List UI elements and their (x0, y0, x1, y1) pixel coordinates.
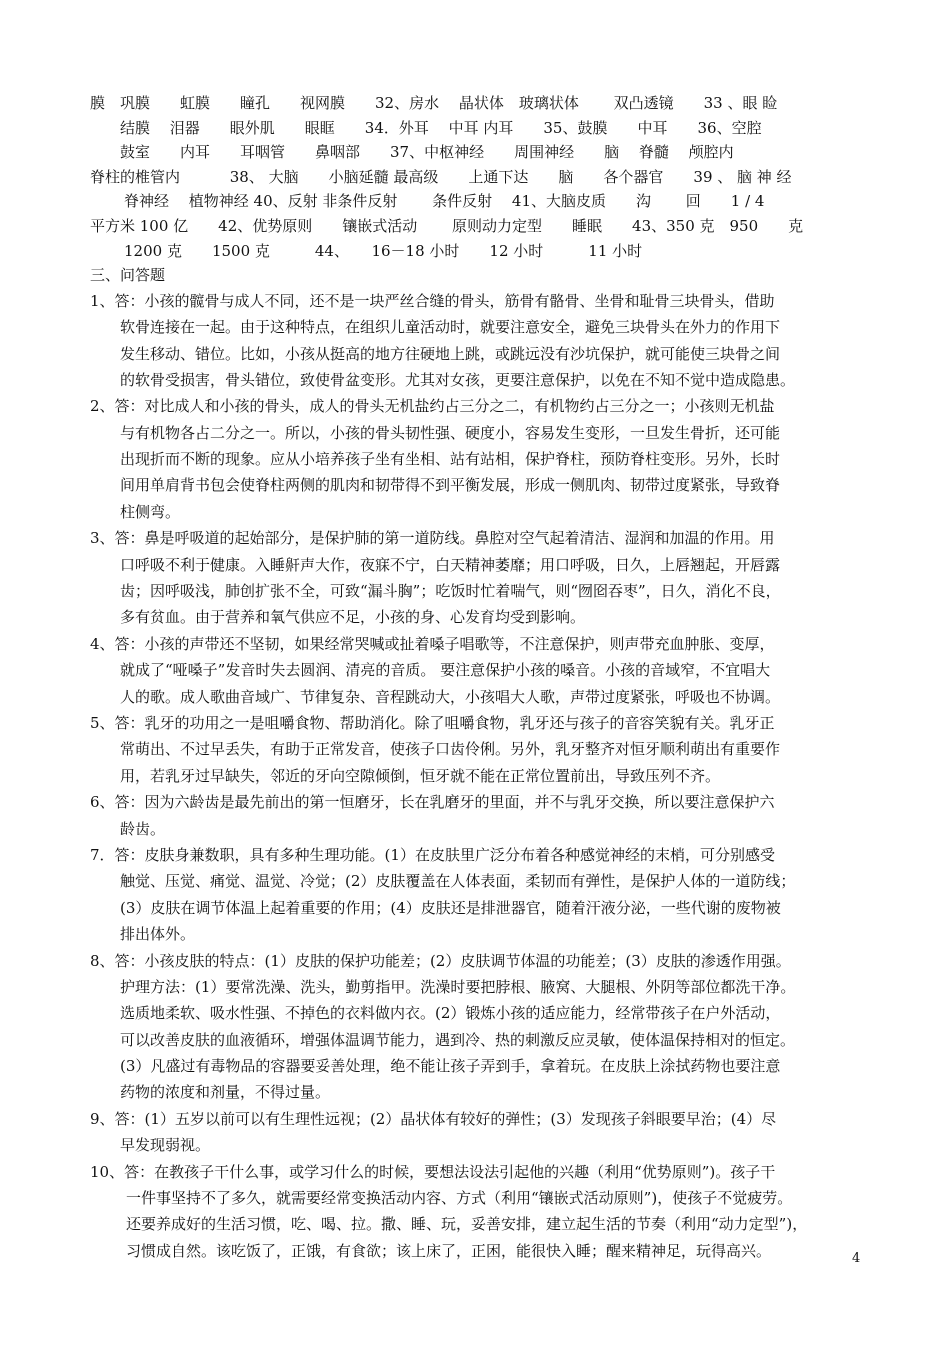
fill-answer-line: 脊神经 植物神经 40、反射 非条件反射 条件反射 41、大脑皮质 沟 回 1 / 4 (124, 192, 765, 211)
qa-list (90, 288, 870, 1264)
answer-first-line: 10、答：在教孩子干什么事，或学习什么的时候，要想法设法引起他的兴趣（利用“优势原则”)。孩子干 (90, 1162, 776, 1181)
fill-answer-line: 结膜 泪器 眼外肌 眼眶 34．外耳 中耳 内耳 35、鼓膜 中耳 36、空腔 (120, 118, 762, 137)
answer-continuation-line: 早发现弱视。 (120, 1136, 211, 1155)
fill-answer-line: 平方米 100 亿 42、优势原则 镶嵌式活动 原则动力定型 睡眠 43、350 克 950 克 (90, 216, 804, 235)
fill-answer-line: 1200 克 1500 克 44、 16－18 小时 12 小时 11 小时 (124, 241, 643, 260)
answer-continuation-line: 可以改善皮肤的血液循环，增强体温调节能力，遇到冷、热的刺激反应灵敏，使体温保持相对的恒定。 (120, 1030, 796, 1049)
answer-continuation-line: 出现折而不断的现象。应从小培养孩子坐有坐相、站有站相，保护脊柱，预防脊柱变形。另外，长时 (120, 450, 781, 469)
answer-continuation-line: 多有贫血。由于营养和氧气供应不足，小孩的身、心发育均受到影响。 (120, 608, 586, 627)
section-heading: 三、问答题 (90, 266, 166, 285)
answer-item (90, 842, 870, 948)
answer-continuation-line: 常萌出、不过早丢失，有助于正常发音，使孩子口齿伶俐。另外，乳牙整齐对恒牙顺利萌出有重要作 (120, 740, 781, 759)
answer-continuation-line: 用，若乳牙过早缺失，邻近的牙向空隙倾倒，恒牙就不能在正常位置前出，导致压列不齐。 (120, 766, 721, 785)
fill-answer-line: 膜 巩膜 虹膜 瞳孔 视网膜 32、房水 晶状体 玻璃状体 双凸透镜 33 、眼 睑 (90, 94, 778, 112)
answer-first-line: 9、答：(1）五岁以前可以有生理性远视；(2）晶状体有较好的弹性；(3）发现孩子斜眼要早治；(4）尽 (90, 1109, 777, 1128)
answer-first-line: 1、答：小孩的髋骨与成人不同，还不是一块严丝合缝的骨头，筋骨有骼骨、坐骨和耻骨三块骨头，借助 (90, 291, 775, 310)
answer-item (90, 710, 870, 789)
fill-in-answers (90, 91, 870, 263)
answer-continuation-line: 选质地柔软、吸水性强、不掉色的衣料做内衣。(2）锻炼小孩的适应能力，经常带孩子在户外活动， (120, 1004, 781, 1023)
answer-item (90, 1106, 870, 1159)
answer-first-line: 8、答：小孩皮肤的特点：(1）皮肤的保护功能差；(2）皮肤调节体温的功能差；(3）皮肤的渗透作用强。 (90, 951, 791, 970)
page-number: 4 (852, 1251, 861, 1266)
answer-item (90, 948, 870, 1106)
answer-item (90, 631, 870, 710)
answer-continuation-line: 还要养成好的生活习惯，吃、喝、拉。撒、睡、玩，妥善安排，建立起生活的节奏（利用“动力定型”)， (126, 1215, 808, 1234)
answer-continuation-line: 的软骨受损害，骨头错位，致使骨盆变形。尤其对女孩，更要注意保护，以免在不知不觉中造成隐患。 (120, 370, 796, 389)
fill-answer-line: 鼓室 内耳 耳咽管 鼻咽部 37、中枢神经 周围神经 脑 脊髓 颅腔内 (120, 143, 734, 162)
answer-continuation-line: 发生移动、错位。比如，小孩从挺高的地方往硬地上跳，或跳远没有沙坑保护，就可能使三块骨之间 (120, 344, 781, 363)
answer-continuation-line: 龄齿。 (120, 819, 166, 838)
answer-first-line: 2、答：对比成人和小孩的骨头，成人的骨头无机盐约占三分之二，有机物约占三分之一；小孩则无机盐 (90, 397, 775, 416)
answer-continuation-line: 口呼吸不利于健康。入睡鼾声大作，夜寐不宁，白天精神萎靡；用口呼吸，日久，上唇翘起，开唇露 (120, 555, 781, 574)
answer-continuation-line: 齿；因呼吸浅，肺创扩张不全，可致“漏斗胸”；吃饭时忙着喘气，则“囫囵吞枣”，日久，消化不良， (120, 582, 781, 601)
fill-answer-line: 脊柱的椎管内 38、 大脑 小脑延髓 最高级 上通下达 脑 各个器官 39 、 脑 神 经 (90, 167, 792, 186)
answer-continuation-line: 就成了“哑嗓子”发音时失去圆润、清亮的音质。 要注意保护小孩的嗓音。小孩的音域窄，不宜唱大 (120, 661, 771, 680)
answer-continuation-line: 人的歌。成人歌曲音域广、节律复杂、音程跳动大，小孩唱大人歌，声带过度紧张，呼吸也不协调。 (120, 687, 781, 706)
answer-item (90, 1159, 870, 1265)
answer-continuation-line: 软骨连接在一起。由于这种特点，在组织儿童活动时，就要注意安全，避免三块骨头在外力的作用下 (120, 318, 781, 337)
answer-first-line: 3、答：鼻是呼吸道的起始部分，是保护肺的第一道防线。鼻腔对空气起着清洁、湿润和加温的作用。用 (90, 529, 775, 548)
answer-continuation-line: 护理方法：(1）要常洗澡、洗头，勤剪指甲。洗澡时要把脖根、腋窝、大腿根、外阴等部位都洗干净。 (120, 977, 796, 996)
answer-first-line: 4、答：小孩的声带还不坚韧，如果经常哭喊或扯着嗓子唱歌等，不注意保护，则声带充血肿胀、变厚， (90, 634, 775, 653)
answer-continuation-line: 排出体外。 (120, 925, 196, 944)
answer-first-line: 7．答：皮肤身兼数职，具有多种生理功能。(1）在皮肤里广泛分布着各种感觉神经的末梢，可分别感受 (90, 845, 775, 864)
answer-continuation-line: 与有机物各占二分之一。所以，小孩的骨头韧性强、硬度小，容易发生变形，一旦发生骨折，还可能 (120, 423, 781, 442)
answer-continuation-line: 药物的浓度和剂量，不得过量。 (120, 1083, 331, 1102)
answer-item (90, 393, 870, 525)
answer-item (90, 288, 870, 394)
answer-continuation-line: (3）凡盛过有毒物品的容器要妥善处理，绝不能让孩子弄到手，拿着玩。在皮肤上涂拭药物也要注意 (120, 1057, 781, 1076)
answer-continuation-line: 间用单肩背书包会使脊柱两侧的肌肉和韧带得不到平衡发展，形成一侧肌肉、韧带过度紧张，导致脊 (120, 476, 781, 495)
document-page (90, 91, 870, 1264)
answer-item (90, 789, 870, 842)
answer-continuation-line: (3）皮肤在调节体温上起着重要的作用；(4）皮肤还是排泄器官，随着汗液分泌，一些代谢的废物被 (120, 898, 781, 917)
answer-continuation-line: 触觉、压觉、痛觉、温觉、冷觉；(2）皮肤覆盖在人体表面，柔韧而有弹性，是保护人体的一道防线； (120, 872, 796, 891)
answer-continuation-line: 习惯成自然。该吃饭了，正饿，有食欲；该上床了，正困，能很快入睡；醒来精神足，玩得高兴。 (126, 1241, 772, 1260)
answer-item (90, 525, 870, 631)
answer-continuation-line: 柱侧弯。 (120, 502, 181, 521)
answer-first-line: 5、答：乳牙的功用之一是咀嚼食物、帮助消化。除了咀嚼食物，乳牙还与孩子的音容笑貌有关。乳牙正 (90, 714, 775, 732)
answer-first-line: 6、答：因为六龄齿是最先前出的第一恒磨牙，长在乳磨牙的里面，并不与乳牙交换，所以要注意保护六 (90, 793, 775, 812)
answer-continuation-line: 一件事坚持不了多久，就需要经常变换活动内容、方式（利用“镶嵌式活动原则”)，使孩子不觉疲劳。 (126, 1189, 793, 1208)
